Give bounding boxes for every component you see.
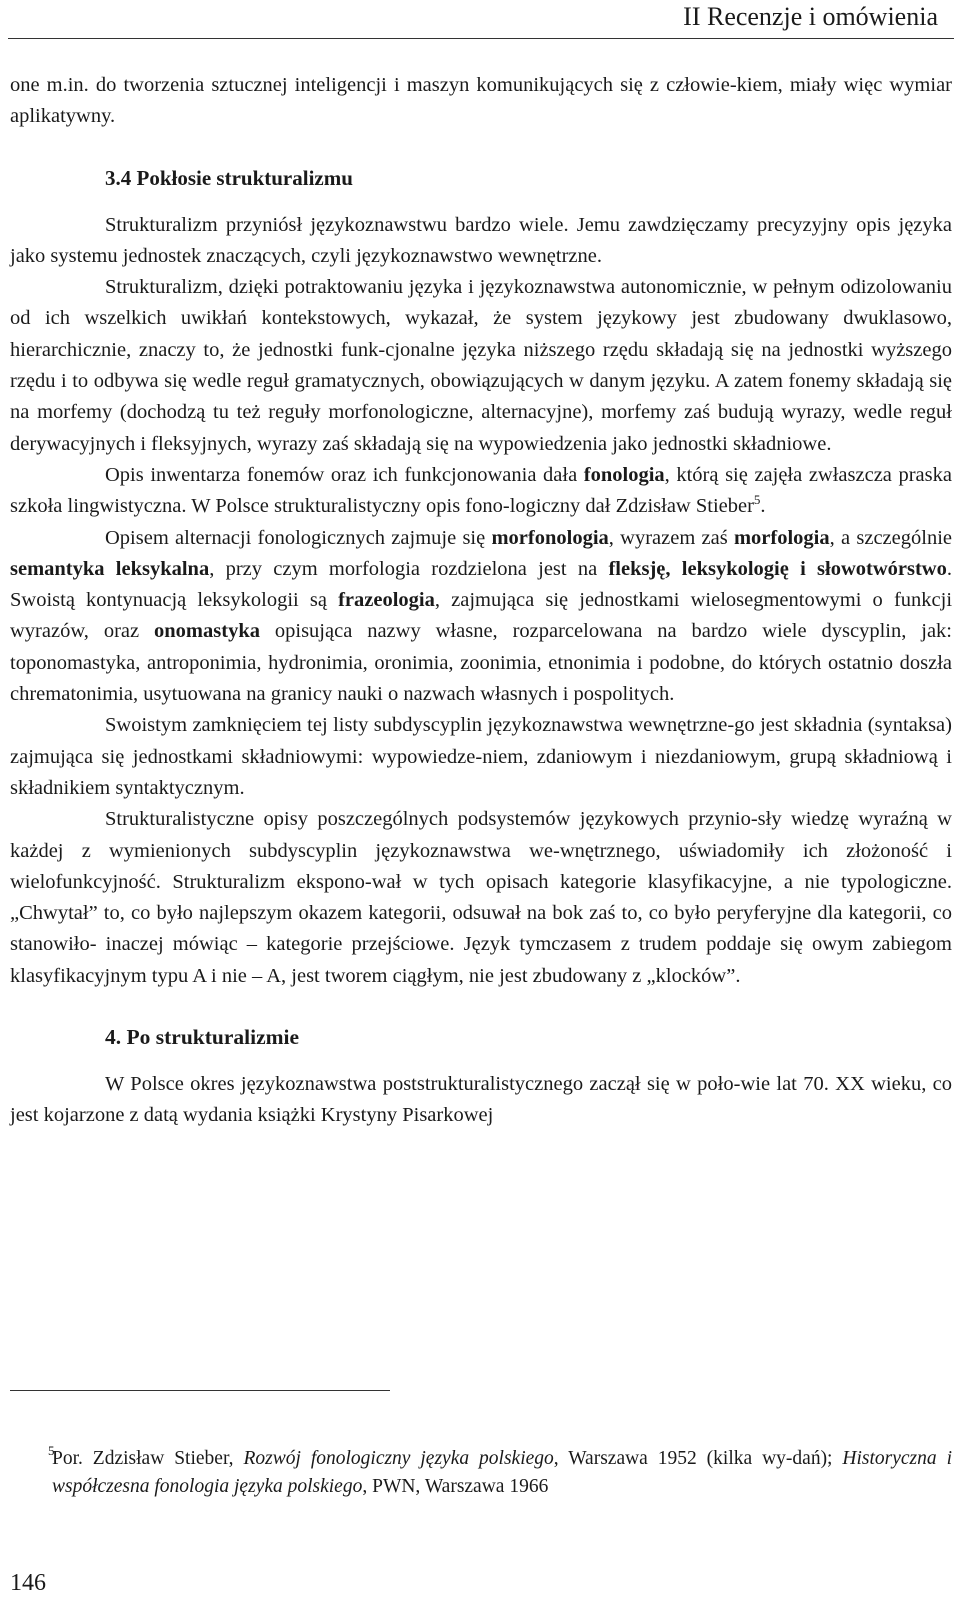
- footnote-number: 5: [48, 1443, 55, 1458]
- footnote: [10, 1445, 952, 1501]
- footnote-rule: [10, 1390, 390, 1391]
- italic-title: Rozwój fonologiczny języka polskiego: [243, 1448, 554, 1469]
- footnote-ref: 5: [753, 492, 761, 508]
- text-run: , przy czym morfologia rozdzielona jest na: [209, 557, 609, 580]
- header-rule: [8, 38, 954, 39]
- text-run: Opis inwentarza fonemów oraz ich funkcjonowania dała: [105, 463, 584, 486]
- text-run: Por. Zdzisław Stieber,: [52, 1448, 244, 1469]
- spacer: [10, 194, 952, 210]
- spacer: [10, 992, 952, 1022]
- bold-term: onomastyka: [154, 620, 260, 643]
- text-run: .: [760, 495, 766, 518]
- text-run: , którą się zajęła zwłaszcza praska szkoła lingwistyczna. W Polsce strukturalistyczny opis fono-logiczny dał Zdzisław Stieber: [10, 463, 952, 518]
- text-run: , wyrazem zaś: [608, 526, 734, 549]
- spacer: [10, 1053, 952, 1069]
- paragraph: [10, 523, 952, 711]
- paragraph-continuation: one m.in. do tworzenia sztucznej inteligencji i maszyn komunikujących się z człowie-kiem, miały więc wymiar aplikatywny.: [10, 74, 952, 128]
- paragraph: Strukturalistyczne opisy poszczególnych podsystemów językowych przynio-sły wiedzę wyraźną w każdej z wymienionych subdyscyplin językoznawstwa we-wnętrznego, uświadomiły ich złożoność i wielofunkcyjność. Strukturalizm ekspono-wał w tych opisach kategorie klasyfikacyjne, a nie typologiczne. „Chwytał” to, co było najlepszym okazem kategorii, odsuwał na bok zaś to, co było peryferyjne dla kategorii, co stanowiło- inaczej mówiąc – kategorie przejściowe. Język tymczasem z trudem poddaje się owym zabiegom klasyfikacyjnym typu A i nie – A, jest tworem ciągłym, nie jest zbudowany z „klocków”.: [10, 808, 952, 987]
- bold-term: fonologia: [583, 463, 665, 486]
- page-number: 146: [10, 1570, 46, 1596]
- text-run: Opisem alternacji fonologicznych zajmuje się: [105, 526, 492, 549]
- text-run: opisująca nazwy własne, rozparcelowana na bardzo wiele dyscyplin, jak: toponomastyka, antroponimia, hydronimia, oronimia, zoonimia, etnonimia i podobne, do których ostatnio doszła chrematonimia, usytuowana na granicy nauki o nazwach własnych i pospolitych.: [10, 620, 952, 706]
- footnote-text: [10, 1445, 952, 1501]
- bold-term: frazeologia: [338, 589, 435, 612]
- bold-term: morfonologia: [491, 526, 609, 549]
- text-run: , a szczególnie: [829, 526, 952, 549]
- paragraph: [10, 460, 952, 523]
- bold-term: semantyka leksykalna: [10, 557, 210, 580]
- text-run: , PWN, Warszawa 1966: [362, 1476, 549, 1497]
- main-text: [10, 70, 952, 1132]
- paragraph: Strukturalizm przyniósł językoznawstwu bardzo wiele. Jemu zawdzięczamy precyzyjny opis języka jako systemu jednostek znaczących, czyli językoznawstwo wewnętrzne.: [10, 213, 952, 267]
- paragraph: W Polsce okres językoznawstwa poststrukturalistycznego zaczął się w poło-wie lat 70. XX wieku, co jest kojarzone z datą wydania książki Krystyny Pisarkowej: [10, 1073, 952, 1127]
- running-head: II Recenzje i omówienia: [683, 2, 938, 31]
- text-run: , zajmująca się jednostkami wielosegmentowymi o funkcji wyrazów, oraz: [10, 589, 953, 643]
- bold-term: morfologia: [733, 526, 830, 549]
- bold-term: fleksję, leksykologię i słowotwórstwo: [608, 557, 947, 580]
- italic-title: Historyczna i współczesna fonologia języka polskiego: [52, 1448, 952, 1497]
- paragraph: Strukturalizm, dzięki potraktowaniu języka i językoznawstwa autonomicznie, w pełnym odizolowaniu od ich wszelkich uwikłań kontekstowych, wykazał, że system językowy jest zbudowany dwuklasowo, hierarchicznie, znaczy to, że jednostki funk-cjonalne języka niższego rzędu składają się na jednostki wyższego rzędu i to odbywa się wedle reguł gramatycznych, obowiązujących w danym języku. A zatem fonemy składają się na morfemy (dochodzą tu też reguły morfonologiczne, alternacyjne), morfemy zaś budują wyrazy, wedle reguł derywacyjnych i fleksyjnych, wyrazy zaś składają się na wypowiedzenia jako jednostki składniowe.: [10, 276, 952, 455]
- spacer: [10, 133, 952, 163]
- text-run: , Warszawa 1952 (kilka wy-dań);: [553, 1448, 843, 1469]
- paragraph: Swoistym zamknięciem tej listy subdyscyplin językoznawstwa wewnętrzne-go jest składnia (syntaksa) zajmująca się jednostkami składniowymi: wypowiedze-niem, zdaniowym i niezdaniowym, grupą składniową i składnikiem syntaktycznym.: [10, 714, 952, 799]
- section-heading-3-4: 3.4 Pokłosie strukturalizmu: [105, 165, 353, 190]
- section-heading-4: 4. Po strukturalizmie: [105, 1025, 300, 1050]
- text-run: . Swoistą kontynuacją leksykologii są: [10, 557, 952, 612]
